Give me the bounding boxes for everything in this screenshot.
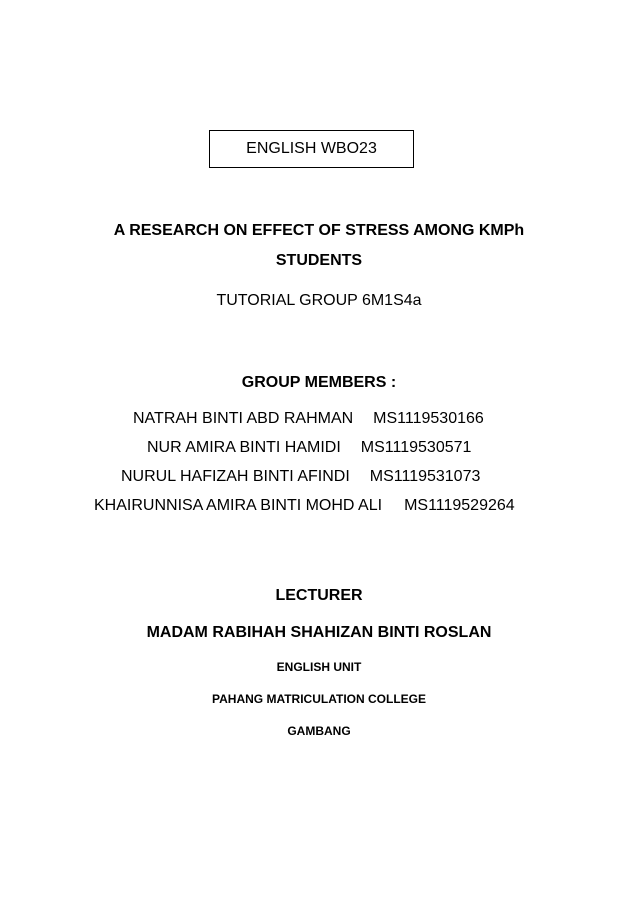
college-location: GAMBANG [287, 724, 351, 738]
member-name: KHAIRUNNISA AMIRA BINTI MOHD ALI [94, 497, 383, 514]
college-name: PAHANG MATRICULATION COLLEGE [212, 692, 426, 706]
member-id: MS1119530166 [373, 410, 484, 427]
member-id: MS1119529264 [404, 497, 515, 514]
unit-name: ENGLISH UNIT [276, 660, 362, 674]
member-row [121, 468, 480, 486]
member-id: MS1119531073 [369, 468, 481, 485]
member-row [133, 410, 484, 428]
course-code: ENGLISH WBO23 [246, 140, 377, 157]
tutorial-group: TUTORIAL GROUP 6M1S4a [216, 292, 422, 309]
member-name: NATRAH BINTI ABD RAHMAN [133, 410, 354, 427]
lecturer-name: MADAM RABIHAH SHAHIZAN BINTI ROSLAN [146, 624, 492, 641]
member-name: NURUL HAFIZAH BINTI AFINDI [121, 468, 350, 485]
report-title-line-1: A RESEARCH ON EFFECT OF STRESS AMONG KMPh [113, 222, 525, 239]
lecturer-heading: LECTURER [275, 587, 363, 604]
member-row [94, 497, 515, 515]
course-code-box [209, 130, 414, 168]
member-name: NUR AMIRA BINTI HAMIDI [147, 439, 341, 456]
group-members-heading: GROUP MEMBERS : [241, 374, 397, 391]
member-id: MS1119530571 [360, 439, 472, 456]
report-title-line-2: STUDENTS [275, 252, 363, 269]
member-row [147, 439, 471, 457]
